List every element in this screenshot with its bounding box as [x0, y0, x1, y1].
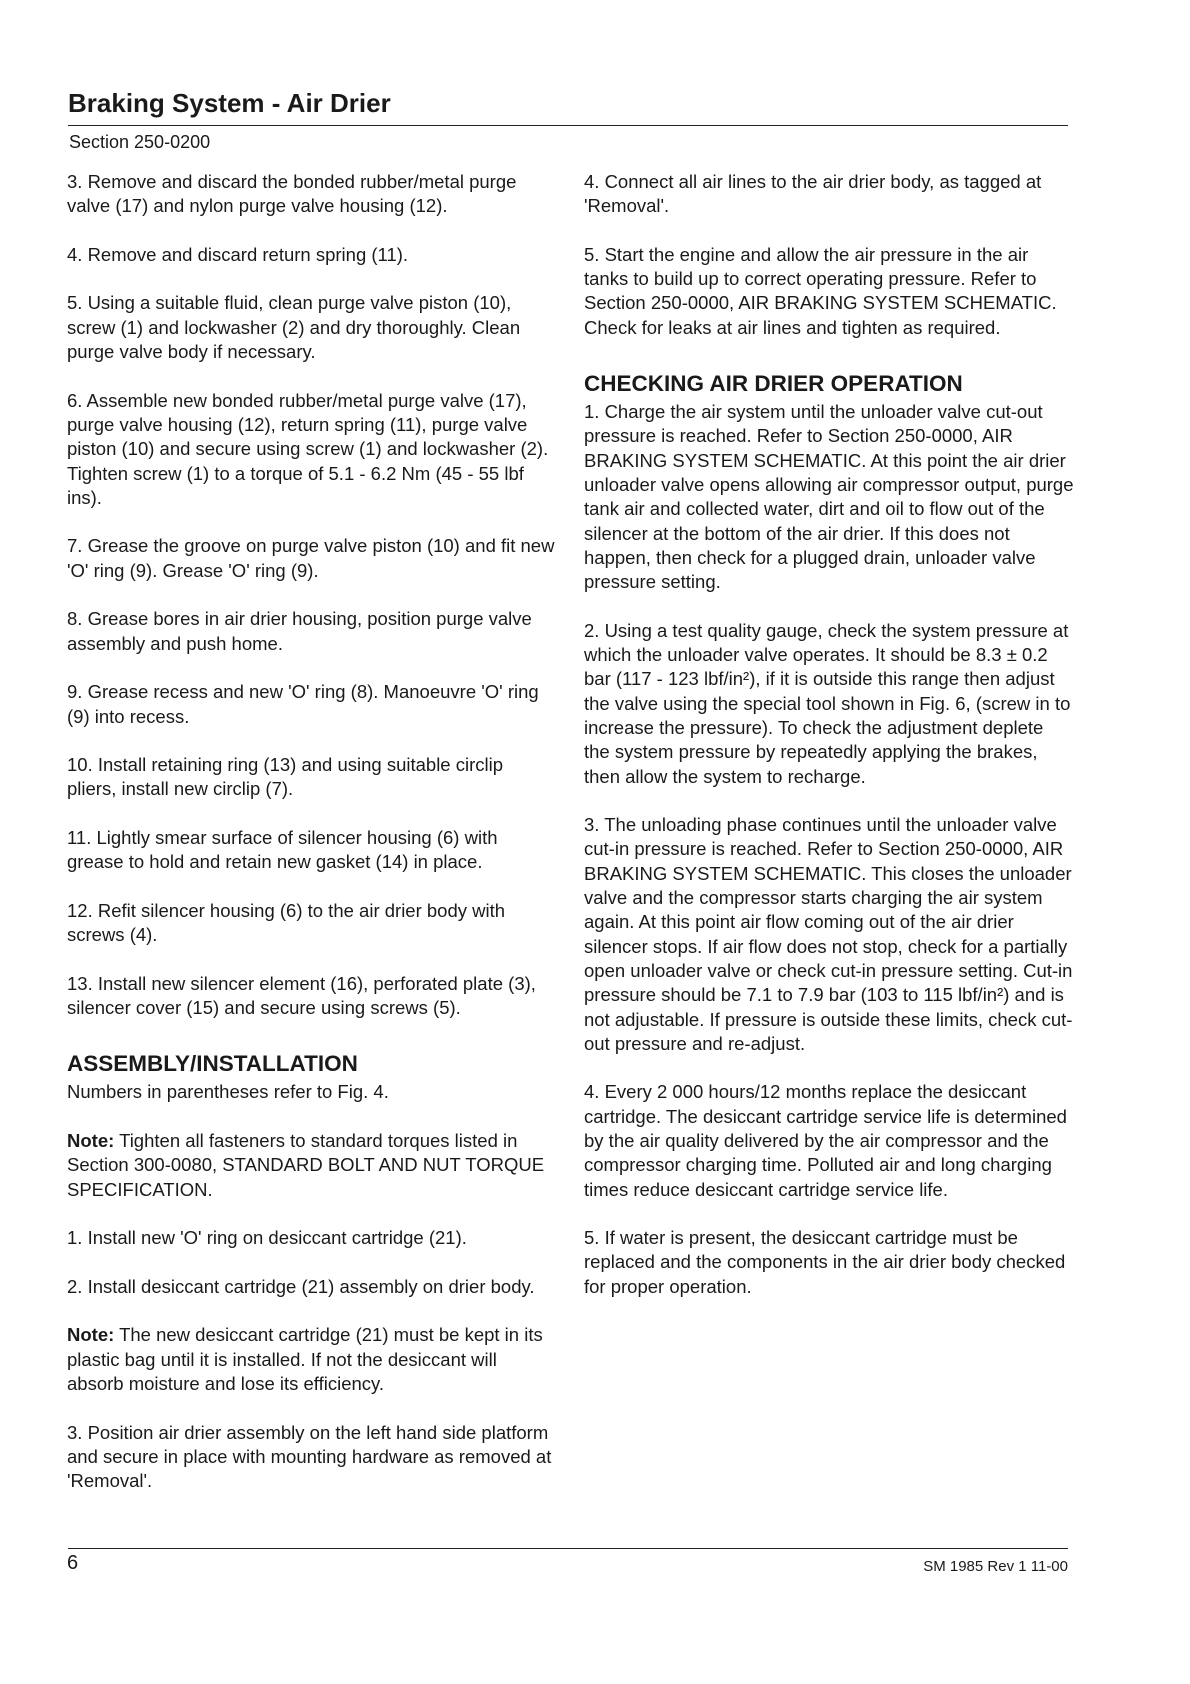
removal-step-11: 11. Lightly smear surface of silencer housing (6) with grease to hold and retain new gasket (14) in place.	[67, 827, 498, 873]
title-rule	[68, 125, 1068, 126]
note-text: Tighten all fasteners to standard torques listed in Section 300-0080, STANDARD BOLT AND NUT TORQUE SPECIFICATION.	[67, 1129, 545, 1200]
removal-step-12: 12. Refit silencer housing (6) to the air drier body with screws (4).	[67, 899, 506, 946]
checking-heading: CHECKING AIR DRIER OPERATION	[584, 371, 963, 397]
checking-step-1: 1. Charge the air system until the unloader valve cut-out pressure is reached. Refer to Section 250-0000, AIR BRAKING SYSTEM SCHEMATIC. At this point the air drier unloader valve opens allowing air compressor output, purge tank air and collected water, dirt and oil to flow out of the silencer at the bottom of the air drier. If this does not happen, then check for a plugged drain, unloader valve pressure setting.	[584, 401, 1074, 593]
document-reference: SM 1985 Rev 1 11-00	[923, 1558, 1068, 1575]
checking-step-5: 5. If water is present, the desiccant cartridge must be replaced and the components in the air drier body checked for proper operation.	[584, 1227, 1066, 1297]
footer-rule	[68, 1548, 1068, 1549]
note-text: The new desiccant cartridge (21) must be kept in its plastic bag until it is installed. If not the desiccant will absorb moisture and lose its efficiency.	[67, 1324, 543, 1394]
removal-step-3: 3. Remove and discard the bonded rubber/metal purge valve (17) and nylon purge valve housing (12).	[67, 171, 517, 217]
note-torque	[67, 1129, 557, 1202]
removal-step-7: 7. Grease the groove on purge valve piston (10) and fit new 'O' ring (9). Grease 'O' ring (9).	[67, 535, 555, 581]
checking-step-3: 3. The unloading phase continues until the unloader valve cut-in pressure is reached. Refer to Section 250-0000, AIR BRAKING SYSTEM SCHEMATIC. This closes the unloader valve and the compressor starts charging the air system again. At this point air flow coming out of the air drier silencer stops. If air flow does not stop, check for a partially open unloader valve or check cut-in pressure setting. Cut-in pressure should be 7.1 to 7.9 bar (103 to 115 lbf/in²) and is not adjustable. If pressure is outside these limits, check cut-out pressure and re-adjust.	[584, 814, 1073, 1054]
removal-step-13: 13. Install new silencer element (16), perforated plate (3), silencer cover (15) and secure using screws (5).	[67, 972, 536, 1019]
page-title: Braking System - Air Drier	[68, 88, 391, 118]
assembly-step-3: 3. Position air drier assembly on the left hand side platform and secure in place with mounting hardware as removed at 'Removal'.	[67, 1421, 552, 1492]
assembly-step-2: 2. Install desiccant cartridge (21) assembly on drier body.	[67, 1275, 535, 1297]
removal-step-10: 10. Install retaining ring (13) and using suitable circlip pliers, install new circlip (7).	[67, 754, 504, 800]
removal-step-9: 9. Grease recess and new 'O' ring (8). Manoeuvre 'O' ring (9) into recess.	[67, 681, 539, 727]
left-column	[67, 170, 557, 1518]
checking-step-4: 4. Every 2 000 hours/12 months replace the desiccant cartridge. The desiccant cartridge service life is determined by the air quality delivered by the air compressor and the compressor charging time. Polluted air and long charging times reduce desiccant cartridge service life.	[584, 1081, 1067, 1200]
install-step-5: 5. Start the engine and allow the air pressure in the air tanks to build up to correct operating pressure. Refer to Section 250-0000, AIR BRAKING SYSTEM SCHEMATIC. Check for leaks at air lines and tighten as required.	[584, 243, 1057, 338]
removal-step-5: 5. Using a suitable fluid, clean purge valve piston (10), screw (1) and lockwasher (2) and dry thoroughly. Clean purge valve body if necessary.	[67, 292, 521, 363]
install-step-4: 4. Connect all air lines to the air drier body, as tagged at 'Removal'.	[584, 171, 1042, 217]
right-column	[584, 170, 1074, 1323]
note-label: Note:	[67, 1129, 115, 1151]
note-desiccant	[67, 1323, 557, 1396]
removal-step-8: 8. Grease bores in air drier housing, position purge valve assembly and push home.	[67, 608, 532, 654]
removal-step-6: 6. Assemble new bonded rubber/metal purge valve (17), purge valve housing (12), return spring (11), purge valve piston (10) and secure using screw (1) and lockwasher (2). Tighten screw (1) to a torque of 5.1 - 6.2 Nm (45 - 55 lbf ins).	[67, 389, 549, 508]
assembly-intro: Numbers in parentheses refer to Fig. 4.	[67, 1081, 389, 1103]
assembly-step-1: 1. Install new 'O' ring on desiccant cartridge (21).	[67, 1227, 467, 1249]
page-number: 6	[67, 1552, 79, 1574]
assembly-heading: ASSEMBLY/INSTALLATION	[67, 1051, 358, 1077]
removal-step-4: 4. Remove and discard return spring (11).	[67, 243, 409, 265]
checking-step-2: 2. Using a test quality gauge, check the system pressure at which the unloader valve operates. It should be 8.3 ± 0.2 bar (117 - 123 lbf/in²), if it is outside this range then adjust the valve using the special tool shown in Fig. 6, (screw in to increase the pressure). To check the adjustment deplete the system pressure by repeatedly applying the brakes, then allow the system to recharge.	[584, 619, 1071, 787]
section-reference: Section 250-0200	[69, 132, 211, 152]
note-label: Note:	[67, 1324, 115, 1346]
